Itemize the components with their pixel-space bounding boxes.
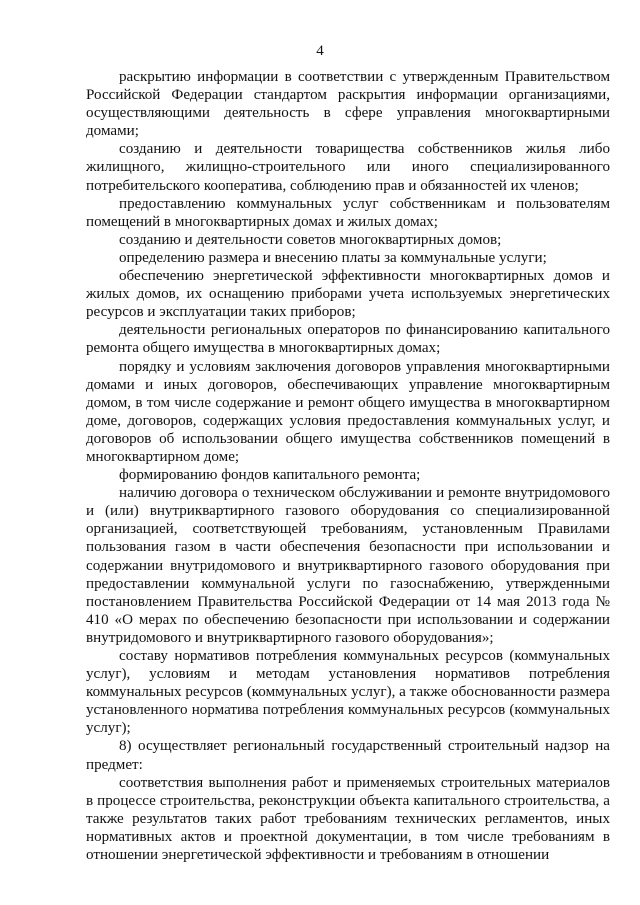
paragraph-repair-funds: формированию фондов капитального ремонта; bbox=[119, 467, 421, 484]
paragraph-hoa-cooperative: созданию и деятельности товарищества собственников жилья либо жилищного, жилищно-строительного или иного специализированного потребительского кооператива, соблюдению прав и обязанностей их членов; bbox=[86, 141, 610, 194]
paragraph-consumption-norms: составу нормативов потребления коммунальных ресурсов (коммунальных услуг), условиям и методам установления нормативов потребления коммунальных ресурсов (коммунальных услуг), а также обоснованности размера установленного норматива потребления коммунальных ресурсов (коммунальных услуг); bbox=[86, 648, 610, 737]
paragraph-energy-efficiency: обеспечению энергетической эффективности многоквартирных домов и жилых домов, их оснащению приборами учета используемых энергетических ресурсов и эксплуатации таких приборов; bbox=[86, 268, 610, 321]
paragraph-works-compliance: соответствия выполнения работ и применяемых строительных материалов в процессе строительства, реконструкции объекта капитального строительства, а также результатов таких работ требованиям технических регламентов, иных нормативных актов и проектной документации, в том числе требованиям в отношении энергетической эффективности и требованиям в отношении bbox=[86, 774, 610, 864]
paragraph-management-contracts: порядку и условиям заключения договоров управления многоквартирными домами и иных договоров, обеспечивающих управление многоквартирным домом, в том числе содержание и ремонт общего имущества в многоквартирном доме, договоров, содержащих условия предоставления коммунальных услуг, и договоров об использовании общего имущества собственников помещений в многоквартирном доме; bbox=[86, 358, 610, 465]
paragraph-house-councils: созданию и деятельности советов многоквартирных домов; bbox=[119, 231, 502, 248]
paragraph-construction-supervision: 8) осуществляет региональный государственный строительный надзор на предмет: bbox=[86, 738, 610, 773]
paragraph-utility-payment: определению размера и внесению платы за коммунальные услуги; bbox=[119, 249, 547, 266]
paragraph-utility-services: предоставлению коммунальных услуг собственникам и пользователям помещений в многоквартирных домах и жилых домах; bbox=[86, 195, 610, 230]
page-number: 4 bbox=[316, 43, 324, 59]
paragraph-disclosure: раскрытию информации в соответствии с утвержденным Правительством Российской Федерации стандартом раскрытия информации организациями, осуществляющими деятельность в сфере управления многоквартирными домами; bbox=[86, 69, 610, 140]
document-body bbox=[86, 68, 610, 864]
paragraph-gas-equipment: наличию договора о техническом обслуживании и ремонте внутридомового и (или) внутриквартирного газового оборудования со специализированной организацией, соответствующей требованиям, установленным Правилами пользования газом в части обеспечения безопасности при использовании и содержании внутридомового и внутриквартирного газового оборудования при предоставлении коммунальной услуги по газоснабжению, утвержденными постановлением Правительства Российской Федерации от 14 мая 2013 года № 410 «О мерах по обеспечению безопасности при использовании и содержании внутридомового и внутриквартирного газового оборудования»; bbox=[86, 485, 610, 646]
paragraph-regional-operators: деятельности региональных операторов по финансированию капитального ремонта общего имущества в многоквартирных домах; bbox=[86, 322, 610, 357]
